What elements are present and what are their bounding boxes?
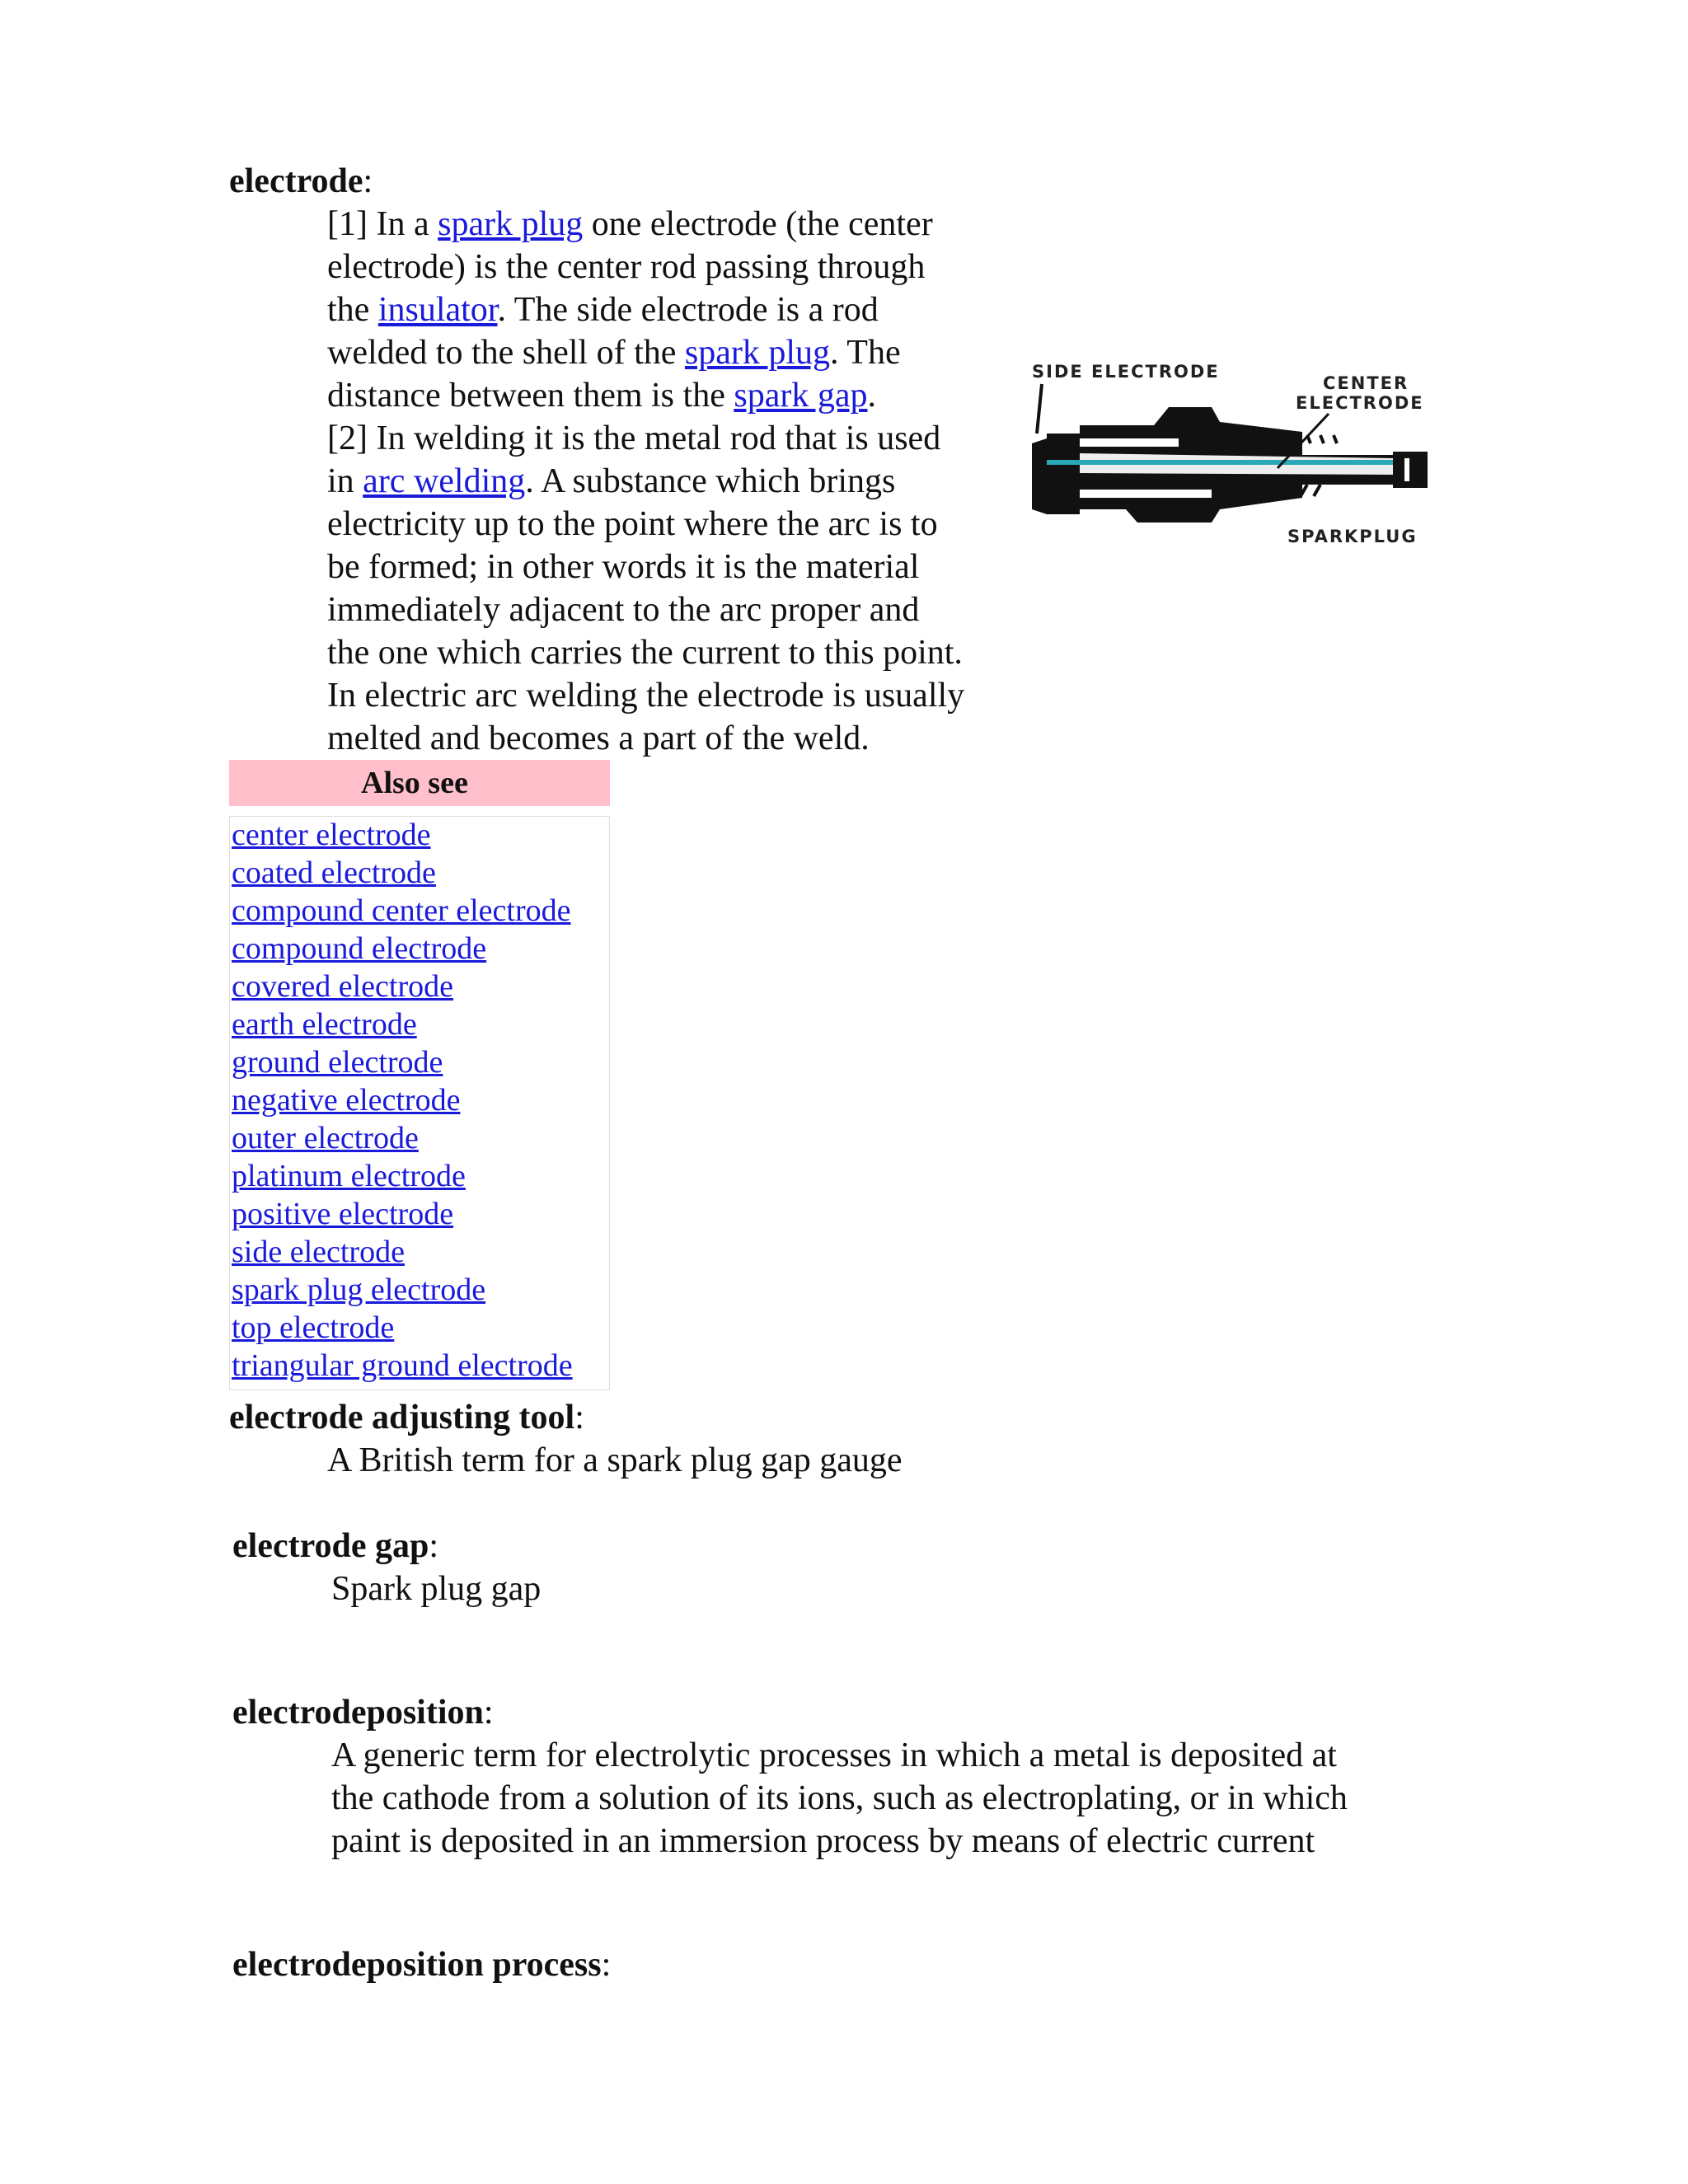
link-spark-plug-electrode[interactable]: spark plug electrode — [232, 1272, 486, 1307]
also-see-heading: Also see — [229, 760, 610, 806]
link-top-electrode[interactable]: top electrode — [232, 1310, 395, 1345]
also-see-list — [232, 816, 573, 1385]
term-electrode: electrode: — [229, 162, 373, 200]
label-center: CENTER — [1323, 373, 1409, 393]
def-line: [2] In welding it is the metal rod that is used — [327, 419, 941, 457]
link-platinum-electrode[interactable]: platinum electrode — [232, 1159, 466, 1193]
label-sparkplug: SPARKPLUG — [1287, 527, 1418, 546]
def-line: In electric arc welding the electrode is usually — [327, 677, 965, 715]
link-coated-electrode[interactable]: coated electrode — [232, 855, 436, 890]
link-positive-electrode[interactable]: positive electrode — [232, 1197, 454, 1231]
term-electrodeposition-process: electrodeposition process: — [232, 1946, 612, 1984]
link-spark-gap[interactable]: spark gap — [734, 377, 868, 415]
link-spark-plug-2[interactable]: spark plug — [684, 334, 831, 372]
link-earth-electrode[interactable]: earth electrode — [232, 1007, 417, 1042]
definition-electrode-adjusting-tool: A British term for a spark plug gap gauge — [327, 1441, 903, 1479]
def-line: A generic term for electrolytic processes in which a metal is deposited at — [331, 1736, 1337, 1774]
label-electrode: ELECTRODE — [1296, 393, 1424, 413]
link-insulator[interactable]: insulator — [377, 291, 498, 329]
def-line: melted and becomes a part of the weld. — [327, 719, 870, 757]
def-line: the insulator. The side electrode is a rod — [327, 291, 879, 329]
link-ground-electrode[interactable]: ground electrode — [232, 1045, 443, 1080]
link-outer-electrode[interactable]: outer electrode — [232, 1121, 419, 1155]
def-line: the one which carries the current to this point. — [327, 634, 963, 672]
def-line: be formed; in other words it is the material — [327, 548, 920, 586]
link-side-electrode[interactable]: side electrode — [232, 1235, 405, 1269]
definition-electrodeposition — [331, 1734, 1568, 1863]
term-electrode-adjusting-tool: electrode adjusting tool: — [229, 1399, 584, 1436]
link-covered-electrode[interactable]: covered electrode — [232, 969, 453, 1004]
term-electrode-gap: electrode gap: — [232, 1527, 438, 1565]
link-compound-electrode[interactable]: compound electrode — [232, 931, 487, 966]
link-center-electrode[interactable]: center electrode — [232, 818, 431, 852]
definition-electrode — [327, 203, 1020, 760]
link-triangular-ground-electrode[interactable]: triangular ground electrode — [232, 1348, 573, 1383]
spark-plug-diagram — [1030, 361, 1434, 559]
def-line: the cathode from a solution of its ions, such as electroplating, or in which — [331, 1779, 1348, 1817]
def-line: electricity up to the point where the arc is to — [327, 505, 938, 543]
def-line: distance between them is the spark gap. — [327, 377, 876, 415]
def-line: immediately adjacent to the arc proper and — [327, 591, 920, 629]
def-line: [1] In a spark plug one electrode (the center — [327, 205, 933, 243]
link-arc-welding[interactable]: arc welding — [363, 462, 526, 500]
term-electrodeposition: electrodeposition: — [232, 1694, 494, 1732]
definition-electrode-gap: Spark plug gap — [331, 1570, 542, 1608]
def-line: in arc welding. A substance which brings — [327, 462, 896, 500]
link-spark-plug[interactable]: spark plug — [438, 205, 584, 243]
link-compound-center-electrode[interactable]: compound center electrode — [232, 893, 571, 928]
def-line: electrode) is the center rod passing through — [327, 248, 926, 286]
link-negative-electrode[interactable]: negative electrode — [232, 1083, 461, 1118]
label-side-electrode: SIDE ELECTRODE — [1032, 362, 1220, 382]
def-line: paint is deposited in an immersion process by means of electric current — [331, 1822, 1315, 1860]
def-line: welded to the shell of the spark plug. The — [327, 334, 901, 372]
